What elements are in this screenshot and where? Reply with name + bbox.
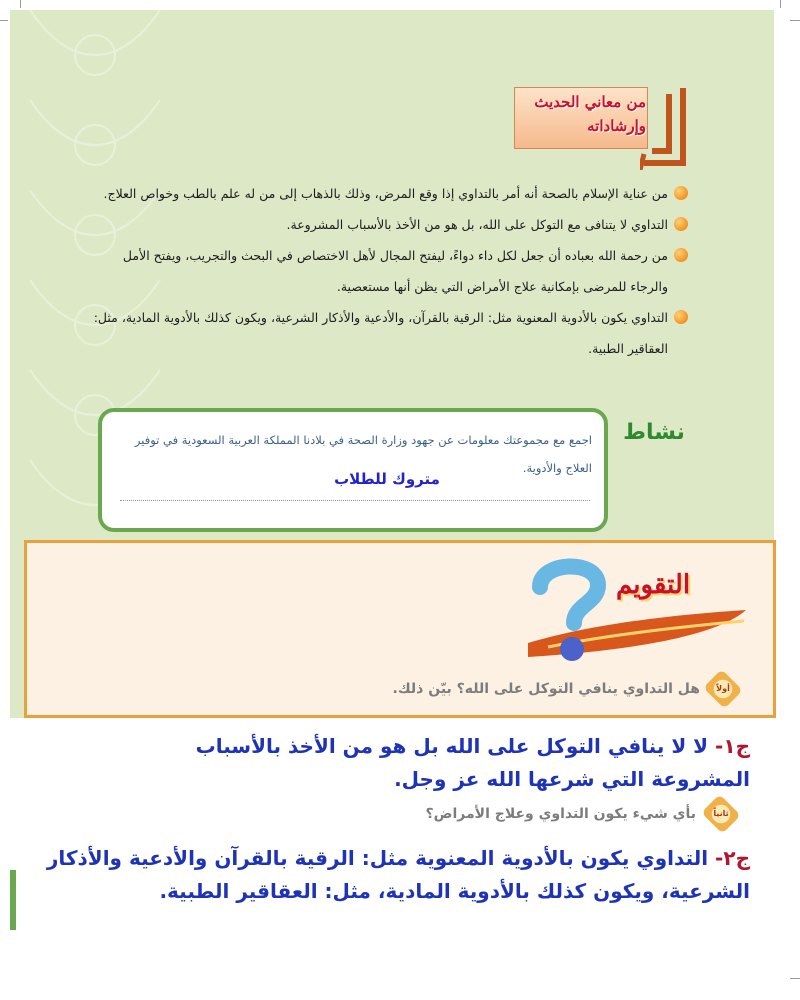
bullet-dot-icon bbox=[674, 248, 688, 262]
crop-mark bbox=[20, 0, 21, 8]
bullet-item bbox=[92, 240, 688, 302]
answer-prefix: ج١- bbox=[715, 734, 750, 758]
bullet-dot-icon bbox=[674, 186, 688, 200]
header-title-line2: وإرشاداته bbox=[587, 117, 646, 135]
question-text: هل التداوي ينافي التوكل على الله؟ بيّن ذلك. bbox=[392, 681, 700, 697]
bullet-text: من عناية الإسلام بالصحة أنه أمر بالتداوي إذا وقع المرض، وذلك بالذهاب إلى من له علم بالطب وخواص العلاج. bbox=[103, 186, 668, 201]
crop-mark bbox=[790, 20, 800, 21]
page-edge-stripe bbox=[10, 870, 16, 930]
header-ornament-icon bbox=[640, 84, 688, 170]
bullet-list bbox=[92, 178, 688, 364]
bullet-dot-icon bbox=[674, 217, 688, 231]
activity-text: اجمع مع مجموعتك معلومات عن جهود وزارة الصحة في بلادنا المملكة العربية السعودية في توفير العلاج والأدوية. bbox=[134, 433, 592, 475]
section-header bbox=[504, 84, 688, 170]
bullet-text: التداوي لا يتنافى مع التوكل على الله، بل هو من الأخذ بالأسباب المشروعة. bbox=[286, 217, 668, 232]
answer-line bbox=[120, 500, 590, 501]
question-text: بأي شيء يكون التداوي وعلاج الأمراض؟ bbox=[425, 806, 696, 822]
answer-text: لا لا ينافي التوكل على الله بل هو من الأخذ بالأسباب المشروعة التي شرعها الله عز وجل. bbox=[195, 734, 750, 791]
activity-box bbox=[98, 408, 608, 532]
bullet-text: التداوي يكون بالأدوية المعنوية مثل: الرقية بالقرآن، والأدعية والأذكار الشرعية، ويكون كذلك بالأدوية المادية، مثل: العقاقير الطبية. bbox=[93, 310, 668, 356]
header-title-line1: من معاني الحديث bbox=[534, 93, 646, 111]
bullet-text: من رحمة الله بعباده أن جعل لكل داء دواءً، ليفتح المجال لأهل الاختصاص في البحث والتجريب، ويفتح الأمل والرجاء للمرضى بإمكانية علاج الأمراض التي يظن أنها مستعصية. bbox=[122, 248, 668, 294]
activity-answer: متروك للطلاب bbox=[334, 470, 440, 488]
bullet-item bbox=[92, 178, 688, 209]
answer-block bbox=[140, 730, 750, 796]
crop-mark bbox=[790, 978, 800, 979]
crop-mark bbox=[780, 0, 781, 8]
question-number: ثانياً bbox=[713, 809, 729, 818]
crop-mark bbox=[0, 20, 8, 21]
bullet-item bbox=[92, 302, 688, 364]
activity-label: نشاط bbox=[623, 420, 685, 445]
question-number: أولاً bbox=[716, 684, 730, 693]
bullet-item bbox=[92, 209, 688, 240]
answer-prefix: ج٢- bbox=[715, 846, 750, 870]
answer-text: التداوي يكون بالأدوية المعنوية مثل: الرقية بالقرآن والأدعية والأذكار الشرعية، ويكون كذلك بالأدوية المادية، مثل: العقاقير الطبية. bbox=[46, 846, 750, 903]
header-title bbox=[516, 90, 646, 138]
evaluation-title: التقويم bbox=[615, 570, 691, 600]
bullet-dot-icon bbox=[674, 310, 688, 324]
answer-block bbox=[30, 842, 750, 908]
